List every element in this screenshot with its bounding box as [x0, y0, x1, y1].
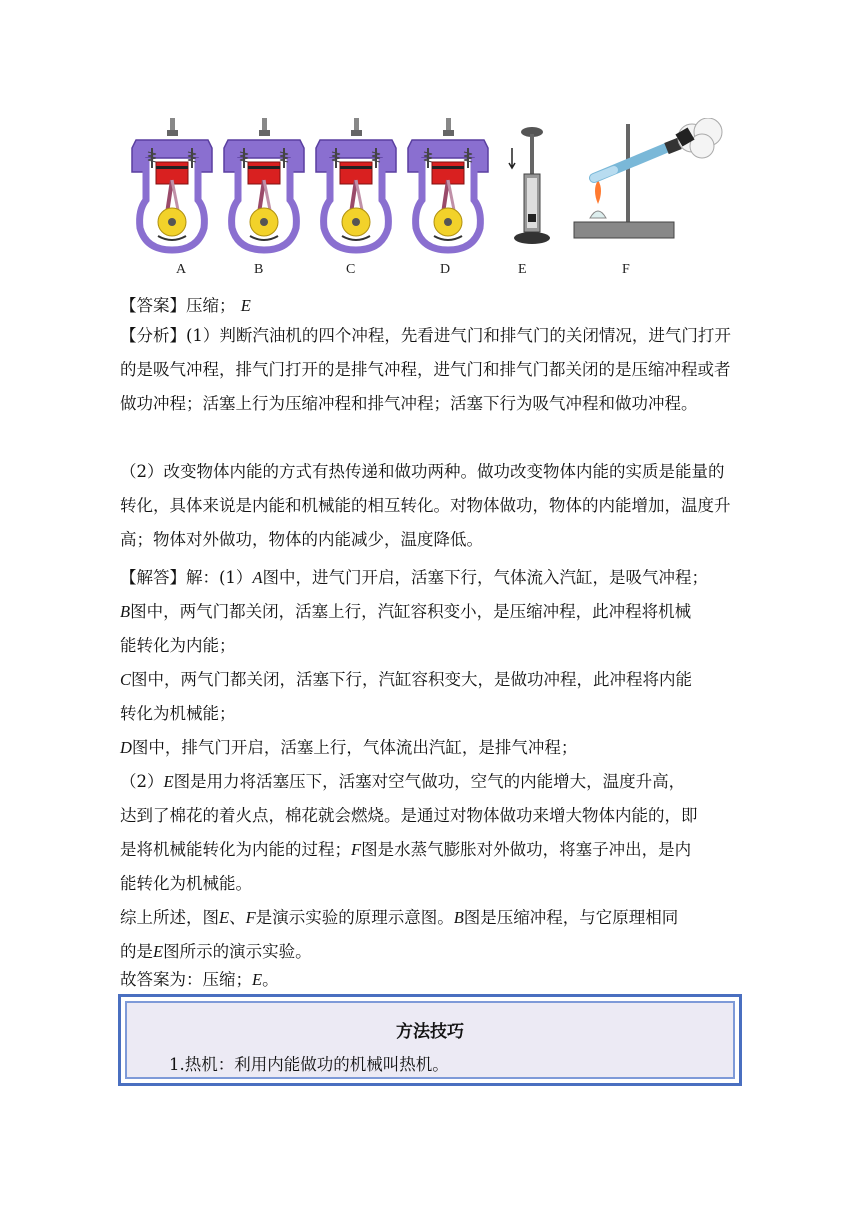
analysis-text-2: （2）改变物体内能的方式有热传递和做功两种。做功改变物体内能的实质是能量的转化，具体来说是内能和机械能的相互转化。对物体做功，物体的内能增加，温度升高；物体对外做功，物体的内能减少，温度降低。: [120, 462, 731, 549]
analysis-paragraph-2: [120, 455, 740, 557]
figure-label-d: D: [440, 262, 451, 277]
solution-text: 转化为机械能；: [120, 704, 236, 723]
method-tips-title: 方法技巧: [396, 1022, 464, 1042]
solution-text: 达到了棉花的着火点，棉花就会燃烧。是通过对物体做功来增大物体内能的，即: [120, 806, 698, 825]
solution-text: 综上所述，图: [120, 908, 219, 927]
solution-text: 图是压缩冲程，与它原理相同: [463, 908, 679, 927]
solution-text: 能转化为机械能。: [120, 874, 252, 893]
solution-text: 图所示的演示实验。: [163, 942, 312, 961]
figure-ref: E: [219, 908, 230, 927]
solution-line-6: [120, 734, 577, 758]
engine-d: [408, 118, 488, 250]
figure-ref: F: [351, 840, 362, 859]
solution-text: 能转化为内能；: [120, 636, 236, 655]
figure-label-b: B: [254, 262, 264, 277]
solution-text: 图中，排气门开启，活塞上行，气体流出汽缸，是排气冲程；: [131, 738, 578, 757]
answer-line: [120, 292, 251, 316]
solution-line-12: [120, 938, 312, 962]
solution-line-1: [120, 564, 708, 588]
solution-line-3: [120, 632, 236, 656]
solution-text: 是将机械能转化为内能的过程；: [120, 840, 351, 859]
figure-ref: C: [120, 670, 132, 689]
figure-ref: E: [153, 942, 164, 961]
method-tips-inner: [125, 1001, 735, 1079]
solution-text: 的是: [120, 942, 153, 961]
solution-text: 图中，进气门开启，活塞下行，气体流入汽缸，是吸气冲程；: [262, 568, 709, 587]
figure-ref: B: [120, 602, 131, 621]
engine-strokes-figure: [126, 118, 726, 280]
solution-tag: 【解答】: [120, 568, 186, 587]
figure-label-f: F: [622, 262, 630, 277]
analysis-paragraph-1: [120, 319, 740, 421]
fire-piston-e: [509, 127, 550, 244]
solution-line-13: [120, 966, 279, 990]
steam-tube-f: [574, 118, 722, 238]
analysis-text-1: (1）判断汽油机的四个冲程，先看进气门和排气门的关闭情况，进气门打开的是吸气冲程，排气门打开的是排气冲程，进气门和排气门都关闭的是压缩冲程或者做功冲程；活塞上行为压缩冲程和排气冲程；活塞下行为吸气冲程和做功冲程。: [120, 326, 731, 413]
solution-text: 。: [262, 970, 279, 989]
solution-text: 图是用力将活塞压下，活塞对空气做功，空气的内能增大，温度升高，: [173, 772, 686, 791]
figure-drawing: [126, 118, 726, 258]
method-tips-item: 1.热机：利用内能做功的机械叫热机。: [169, 1055, 449, 1074]
figure-ref: A: [252, 568, 263, 587]
analysis-tag: 【分析】: [120, 326, 186, 345]
solution-line-9: [120, 836, 691, 860]
solution-text: （2）: [120, 772, 164, 791]
solution-line-4: [120, 666, 692, 690]
method-tips-box: [118, 994, 742, 1086]
answer-text: 压缩；: [186, 296, 236, 315]
figure-label-e: E: [518, 262, 527, 277]
solution-text: 、: [229, 908, 246, 927]
solution-text: 图中，两气门都关闭，活塞上行，汽缸容积变小，是压缩冲程，此冲程将机械: [130, 602, 692, 621]
solution-text: 解：(1）: [186, 568, 253, 587]
solution-text: 故答案为：压缩；: [120, 970, 252, 989]
solution-line-11: [120, 904, 678, 928]
solution-line-8: [120, 802, 698, 826]
engine-b: [224, 118, 304, 250]
figure-label-c: C: [346, 262, 356, 277]
solution-text: 是演示实验的原理示意图。: [255, 908, 454, 927]
figure-ref: B: [453, 908, 464, 927]
solution-text: 图中，两气门都关闭，活塞下行，汽缸容积变大，是做功冲程，此冲程将内能: [131, 670, 693, 689]
figure-ref: F: [245, 908, 256, 927]
engine-c: [316, 118, 396, 250]
solution-text: 图是水蒸气膨胀对外做功，将塞子冲出，是内: [361, 840, 692, 859]
engine-a: [132, 118, 212, 250]
figure-ref: E: [252, 970, 263, 989]
solution-line-2: [120, 598, 691, 622]
solution-line-5: [120, 700, 236, 724]
answer-letter: E: [240, 296, 251, 315]
figure-ref: D: [120, 738, 132, 757]
solution-line-7: [120, 768, 685, 792]
figure-ref: E: [163, 772, 174, 791]
solution-line-10: [120, 870, 252, 894]
figure-label-a: A: [176, 262, 187, 277]
answer-tag: 【答案】: [120, 296, 186, 315]
